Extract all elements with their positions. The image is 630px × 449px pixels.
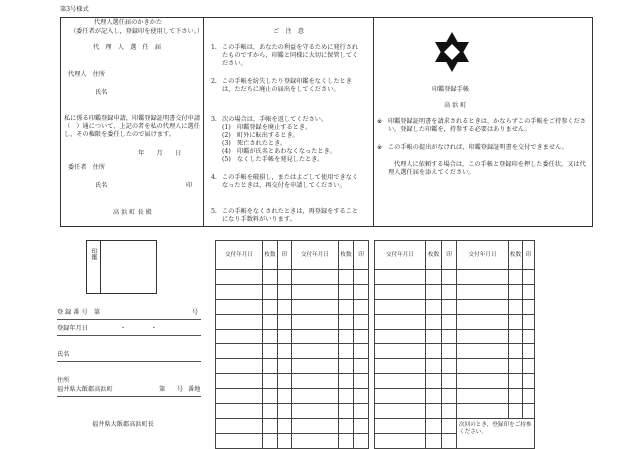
table-row (216, 374, 369, 389)
ledger-header-count: 枚数 (509, 241, 523, 270)
ledger-cell (426, 433, 442, 448)
ledger-table-right (374, 240, 535, 449)
ledger-cell (292, 433, 339, 448)
ledger-cell (278, 404, 292, 419)
ledger-cell (354, 433, 369, 448)
ledger-cell (375, 344, 426, 359)
ledger-cell (442, 374, 457, 389)
ledger-cell (292, 284, 339, 299)
ledger-cell (339, 284, 354, 299)
ledger-cell (292, 359, 339, 374)
note-5-text: この手帳をなくされたときは，再登録をすることになり手数料がいります。 (222, 208, 359, 223)
ledger-header-count: 枚数 (263, 241, 278, 270)
ledger-cell (509, 374, 523, 389)
ledger-cell (523, 389, 535, 404)
ledger-header-date: 交付年月日 (292, 241, 339, 270)
reg-address-line (57, 396, 201, 397)
reg-block-label: 第 (159, 386, 166, 393)
table-row (375, 374, 535, 389)
ledger-cell (375, 314, 426, 329)
ledger-cell (339, 418, 354, 433)
table-row (375, 329, 535, 344)
ledger-cell (278, 359, 292, 374)
ledger-cell (509, 344, 523, 359)
ledger-cell (442, 270, 457, 285)
table-row (216, 359, 369, 374)
principal-address-label: 委任者 住所 (68, 164, 106, 171)
ledger-cell (375, 329, 426, 344)
table-row (216, 344, 369, 359)
ledger-cell (523, 299, 535, 314)
agent-name-label: 氏名 (95, 89, 108, 96)
reg-date-label: 登録年月日 (57, 325, 88, 332)
ledger-cell (216, 344, 263, 359)
ledger-header-date: 交付年月日 (216, 241, 263, 270)
ledger-cell (339, 314, 354, 329)
reg-address-value: 福井県大飯郡高浜町 (57, 386, 113, 393)
proxy-subtitle: （委任者が記入し，登録印を使用して下さい。） (70, 28, 204, 35)
ledger-cell (278, 389, 292, 404)
ledger-cell (278, 284, 292, 299)
ledger-cell (442, 299, 457, 314)
note-3-sub-1: (1) 印鑑登録を廃止するとき。 (222, 124, 311, 131)
ledger-cell (509, 314, 523, 329)
note-3-sub-3: (3) 死亡されたとき。 (222, 140, 287, 147)
note-1-number: 1. (211, 44, 217, 51)
proxy-addressee: 高 浜 町 長 殿 (113, 209, 152, 216)
note-3-sub-5: (5) なくした手帳を発見したとき。 (222, 156, 324, 163)
table-row (216, 433, 369, 448)
ledger-cell (354, 374, 369, 389)
ledger-cell (354, 389, 369, 404)
table-row (375, 418, 535, 433)
ledger-cell (339, 389, 354, 404)
proxy-heading: 代 理 人 選 任 届 (93, 44, 162, 51)
ledger-cell (354, 314, 369, 329)
ledger-cell (354, 404, 369, 419)
ledger-header-date: 交付年月日 (375, 241, 426, 270)
ledger-cell (523, 329, 535, 344)
ledger-cell (216, 284, 263, 299)
ledger-cell (263, 344, 278, 359)
proxy-body-text: 私に係る印鑑登録申請，印鑑登録証明書交付申請（ ）通について，上記の者を私の代理人に選任し，その権限を委任したので届けます。 (64, 115, 201, 138)
ledger-cell (292, 329, 339, 344)
reg-banchi-label: 番地 (188, 386, 201, 393)
note-1-text: この手帳は，あなたの利益を守るために発行されたものですから，印鑑と同様に大切に保管してください。 (222, 44, 359, 67)
ledger-cell (278, 374, 292, 389)
ledger-cell (354, 418, 369, 433)
table-row (375, 284, 535, 299)
ledger-cell (216, 329, 263, 344)
ledger-cell (509, 389, 523, 404)
reg-number-suffix: 号 (192, 309, 199, 316)
ledger-cell (509, 270, 523, 285)
ledger-cell (216, 418, 263, 433)
ledger-cell (278, 344, 292, 359)
ledger-cell (375, 389, 426, 404)
principal-name-label: 氏名 (95, 182, 108, 189)
table-row (216, 404, 369, 419)
ledger-cell (354, 270, 369, 285)
note-3-text: 次の場合は，手帳を返してください。 (222, 116, 328, 123)
ledger-cell (375, 374, 426, 389)
ledger-cell (426, 299, 442, 314)
ledger-cell (457, 299, 509, 314)
ledger-cell (523, 314, 535, 329)
table-row (216, 389, 369, 404)
table-row (216, 329, 369, 344)
ledger-cell (426, 270, 442, 285)
ledger-table-left (215, 240, 369, 449)
divider-2 (373, 17, 374, 227)
ledger-cell (523, 359, 535, 374)
ledger-cell (375, 299, 426, 314)
ledger-cell (292, 344, 339, 359)
ledger-cell (278, 329, 292, 344)
ledger-header-count: 枚数 (339, 241, 354, 270)
ledger-cell (339, 299, 354, 314)
ledger-cell (263, 270, 278, 285)
cover-note-2-mark: ※ (377, 144, 383, 151)
ledger-cell (292, 418, 339, 433)
ledger-cell (339, 404, 354, 419)
ledger-cell (509, 359, 523, 374)
ledger-cell (375, 284, 426, 299)
ledger-cell (426, 314, 442, 329)
ledger-cell (457, 314, 509, 329)
ledger-cell (263, 314, 278, 329)
ledger-cell (263, 389, 278, 404)
ledger-cell (442, 418, 457, 433)
reg-number-line (57, 319, 201, 320)
table-row (375, 314, 535, 329)
ledger-cell (442, 389, 457, 404)
ledger-cell (375, 418, 426, 433)
table-row (375, 344, 535, 359)
ledger-cell (292, 299, 339, 314)
ledger-cell (457, 329, 509, 344)
ledger-cell (426, 404, 442, 419)
ledger-cell (263, 359, 278, 374)
ledger-cell (263, 284, 278, 299)
reg-address-label: 住所 (57, 377, 70, 384)
ledger-header-seal: 印 (523, 241, 535, 270)
town-emblem-icon (433, 31, 471, 73)
ledger-cell (509, 284, 523, 299)
ledger-cell (278, 418, 292, 433)
ledger-cell (216, 433, 263, 448)
ledger-cell (263, 404, 278, 419)
cover-note-1: 印鑑登録証明書を請求されるときは，かならずこの手帳をご持参ください。登録した印鑑を，持参する必要はありません。 (388, 118, 586, 133)
ledger-cell (426, 329, 442, 344)
ledger-header-seal: 印 (442, 241, 457, 270)
agent-address-label: 代理人 住所 (68, 71, 106, 78)
ledger-cell (354, 359, 369, 374)
ledger-cell (457, 389, 509, 404)
table-row (375, 270, 535, 285)
ledger-cell (278, 314, 292, 329)
reg-name-line (57, 361, 201, 362)
ledger-cell (292, 270, 339, 285)
ledger-cell (354, 284, 369, 299)
ledger-cell (457, 284, 509, 299)
ledger-cell (457, 270, 509, 285)
reg-block-suffix: 号 (177, 386, 184, 393)
ledger-cell (339, 433, 354, 448)
note-4-number: 4. (211, 174, 217, 181)
table-row (216, 314, 369, 329)
reg-number-label: 登 録 番 号 第 (57, 309, 101, 316)
ledger-cell (216, 374, 263, 389)
ledger-cell (292, 314, 339, 329)
proxy-date-label: 年 月 日 (138, 150, 182, 157)
ledger-cell (523, 404, 535, 419)
note-3-sub-2: (2) 町外に転出するとき。 (222, 132, 299, 139)
principal-seal-mark: 印 (186, 182, 193, 189)
ledger-cell (375, 270, 426, 285)
reg-date-dots: ・ ・ (120, 325, 158, 332)
ledger-cell (216, 359, 263, 374)
ledger-cell (523, 270, 535, 285)
reg-date-line (57, 335, 201, 336)
ledger-cell (375, 359, 426, 374)
ledger-header-seal: 印 (354, 241, 369, 270)
note-3-number: 3. (211, 116, 217, 123)
note-2-text: この手帳を紛失したり登録印鑑をなくしたときは，ただちに廃止の届出をしてください。 (222, 78, 352, 93)
seal-box-divider (100, 240, 101, 294)
ledger-cell (442, 433, 457, 448)
table-row (216, 270, 369, 285)
ledger-cell (216, 270, 263, 285)
cover-note-2: この手帳の提出がなければ，印鑑登録証明書を交付できません。 (388, 144, 568, 151)
seal-box-label: 印鑑 (90, 248, 97, 261)
ledger-cell (339, 270, 354, 285)
cover-note-1-mark: ※ (377, 118, 383, 125)
ledger-cell (263, 418, 278, 433)
table-row (375, 359, 535, 374)
table-row (216, 284, 369, 299)
ledger-cell (278, 433, 292, 448)
ledger-cell (278, 270, 292, 285)
ledger-cell (426, 374, 442, 389)
note-2-number: 2. (211, 78, 217, 85)
ledger-cell (354, 299, 369, 314)
ledger-header-date: 交付年月日 (457, 241, 509, 270)
ledger-cell (339, 329, 354, 344)
cover-title: 印鑑登録手帳 (432, 86, 470, 93)
ledger-footer-note: 次回のとき，登録印をご持参ください。 (457, 418, 535, 448)
ledger-cell (426, 359, 442, 374)
ledger-cell (523, 284, 535, 299)
ledger-cell (292, 404, 339, 419)
ledger-cell (426, 284, 442, 299)
ledger-cell (457, 359, 509, 374)
ledger-header-count: 枚数 (426, 241, 442, 270)
ledger-cell (216, 314, 263, 329)
cover-note-3: 代理人に依頼する場合は，この手帳と登録印を押した委任状，又は代理人選任届を添えてください。 (388, 161, 586, 176)
form-label: 第3号様式 (60, 6, 89, 13)
note-4-text: この手帳を破損し，またはよごして使用できなくなったときは，再交付を申請してください。 (222, 174, 359, 189)
ledger-cell (278, 299, 292, 314)
ledger-cell (426, 389, 442, 404)
ledger-cell (442, 359, 457, 374)
ledger-cell (339, 359, 354, 374)
ledger-cell (457, 404, 509, 419)
ledger-cell (375, 433, 426, 448)
note-3-sub-4: (4) 印鑑が氏名とあわなくなったとき。 (222, 148, 336, 155)
ledger-cell (442, 404, 457, 419)
ledger-cell (354, 329, 369, 344)
cover-town: 高 浜 町 (444, 102, 467, 109)
ledger-cell (263, 329, 278, 344)
ledger-cell (523, 374, 535, 389)
ledger-cell (354, 344, 369, 359)
ledger-cell (457, 344, 509, 359)
table-row (375, 404, 535, 419)
ledger-cell (339, 344, 354, 359)
ledger-header-row (216, 241, 369, 270)
divider-1 (203, 17, 204, 227)
note-5-number: 5. (211, 208, 217, 215)
ledger-cell (216, 404, 263, 419)
table-row (375, 299, 535, 314)
ledger-cell (339, 374, 354, 389)
ledger-cell (263, 433, 278, 448)
proxy-title: 代理人選任届のかきかた (94, 19, 163, 26)
reg-issuer: 福井県大飯郡高浜町長 (92, 421, 154, 428)
ledger-cell (509, 404, 523, 419)
ledger-cell (426, 344, 442, 359)
ledger-cell (509, 299, 523, 314)
ledger-header-seal: 印 (278, 241, 292, 270)
ledger-cell (442, 329, 457, 344)
table-row (216, 299, 369, 314)
reg-name-label: 氏名 (57, 351, 70, 358)
ledger-cell (375, 404, 426, 419)
ledger-cell (442, 344, 457, 359)
ledger-cell (292, 374, 339, 389)
ledger-cell (216, 299, 263, 314)
ledger-cell (523, 344, 535, 359)
ledger-cell (292, 389, 339, 404)
ledger-cell (426, 418, 442, 433)
table-row (216, 418, 369, 433)
ledger-cell (263, 374, 278, 389)
ledger-header-row (375, 241, 535, 270)
ledger-cell (457, 374, 509, 389)
ledger-cell (216, 389, 263, 404)
ledger-cell (442, 284, 457, 299)
notes-heading: ご 注 意 (273, 28, 304, 35)
ledger-cell (442, 314, 457, 329)
ledger-cell (509, 329, 523, 344)
table-row (375, 389, 535, 404)
ledger-cell (263, 299, 278, 314)
